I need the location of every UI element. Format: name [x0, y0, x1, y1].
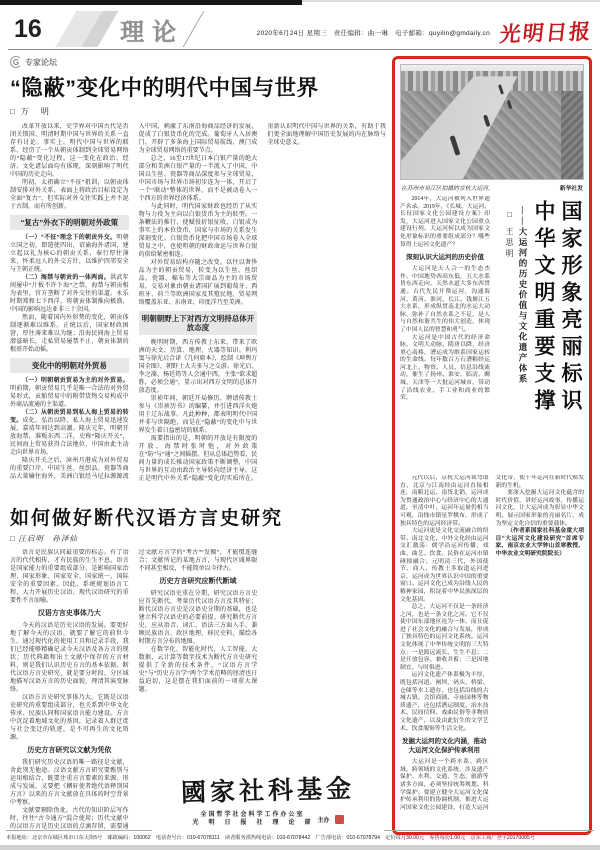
subhead: “复古”外衣下的明朝对外政策 [10, 215, 129, 230]
photo-credit: 新华社发 [559, 186, 583, 192]
fund-name-calligraphy: 國家社科基金 [180, 775, 356, 808]
canal-title-line1: 国家形象亮丽标识 [559, 200, 582, 416]
article-byline [10, 106, 386, 117]
article-ming-china-world [10, 56, 386, 500]
footer-info-line: 本报地址：北京市东城区珠市口东大街5号 邮政编码：100062 电话查号台：010-67078111 读者服务部热线电话：010-67078442 广告部电话：010-67078794 定价每月30.00元 零售每份1.00元 京东工商广登字20170085号 [6, 830, 594, 841]
body-paragraph: 改革开放以来，史学界对中国古代是否闭关锁国、明清时期中国与世界的关系一直存有讨论。事实上，明代中国与世界的联系，经历了一个从朝贡体制到全球贸易网络的“隐蔽”变化过程。这一变化在政治、经济、文化诸层面均有体现，深刻影响了明代中国的历史走向。 [10, 124, 129, 178]
subhead: 历史方言研究应断代断域 [159, 578, 237, 585]
body-paragraph: 崇祯年间，朝廷开局修历，聘请传教士参与《崇祯历书》的编纂，并引进西洋火炮用于辽东战事。凡此种种，都表明明代中国并非与世隔绝，而是在“隐蔽”的变化中与世界发生着日益密切的联系。 [138, 396, 258, 434]
fund-org-line2: 光 明 日 报 社 理 论 部 [192, 820, 313, 826]
guangming-g-icon: G [10, 56, 22, 68]
author-bullet-icon: □ [10, 107, 17, 116]
canal-body-lower [400, 475, 584, 827]
body-paragraph: 对外贸易结构亦随之改变。以往以奢侈品为主的朝贡贸易，转变为以生丝、丝织品、瓷器、棉布等大宗商品为主的市场贸易，交易对象由朝贡诸国扩展到葡萄牙、西班牙、荷兰等欧洲国家及其殖民地，贸易网络覆盖东亚、东南亚、印度洋乃至美洲。 [138, 260, 258, 306]
author-name: 万 明 [20, 107, 51, 116]
author-name: 王思明 [505, 227, 514, 260]
body-paragraph: 2014年，大运河被列入世界遗产名录。2019年，《长城、大运河、长征国家文化公园建设方案》印发，大运河进入国家文化公园重点建设行列。大运河何以成为国家文化形象标识的重要组成部分？哪些算得上运河文化遗产？ [400, 196, 490, 248]
fund-org-line1: 全国哲学社会科学工作办公室 [200, 812, 305, 818]
body-paragraph: （一）明朝朝贡贸易为主的对外贸易。明前期，朝贡贸易几乎是唯一合法的对外贸易形式，贡舶贸易中的附带货物交易构成中外商品流通的主渠道。 [10, 378, 129, 408]
subhead: 发掘大运河的文化内涵，推动大运河文化保护传承利用 [402, 738, 487, 755]
canal-photo [400, 64, 584, 180]
fund-host-label: 主办 [317, 817, 330, 824]
body-paragraph: 在数字化、智能化时代，人工智能、大数据、云计算等数字技术为断代方言史研究提供了全新的技术条件，“汉语方言学史”与“历史方言学”两个学术范畴的厘清也日益迫切，这是摆在我们面前的一项重大课题。 [138, 647, 258, 693]
page-edge-strip [302, 0, 600, 2]
forum-label [10, 56, 386, 68]
body-paragraph: 明初，太祖确立“不征”祖训，以朝贡体制安排对外关系，表面上将政治目标设定为全面“复古”，但实际对外交往实践上并不泥于古制，而有所创新。 [10, 180, 129, 210]
body-paragraph: 晚明时期，西方传教士东来，带来了欧洲的天文、历算、地理、火器等知识。利玛窦与徐光启合译《几何原本》，绘制《坤舆万国全图》，朝野士大夫多与之交游。徐光启、李之藻、杨廷筠等人会通中西，主张“欲求超胜，必须会通”，显示出对西方文明的总体开放态度。 [138, 340, 258, 394]
body-paragraph: 研究汉语史重在分期，研究汉语方言史应首先断代，考量历代汉语方言及其特征；断代汉语方言史是汉语史分期的基础，也是建立科学汉语史的必要前提。研究断代方言史，应从语音、词汇、语法三方面入手，兼顾民族语言、政区地理、移民史料，描绘各时期方言分布的地图。 [138, 591, 258, 645]
body-paragraph: （一）“不征”理念下的朝贡外交。明朝立国之初，即遣使四出，诏谕海外诸国，建立起以礼为核心的朝贡关系，奉行厚往薄来、怀柔远人的外交方针，以维护四邻安全与王朝正统。 [10, 235, 129, 273]
page-bottom-strip [0, 845, 600, 850]
body-paragraph: 我们研究历史汉语的唯一路径是文献，舍此别无他途。汉语文献方言研究要甄别与运用相结合，既要注重方言要素的来源、形成与发展，又要把《輶轩使者绝代语释别国方言》以来的方言文献放在具体的时空背景中考察。 [10, 760, 129, 806]
body-paragraph: 语言是民族认同最重要的标志。有了语言的代代相传，才有民族的生生不息。语言是国家能力的重要组成部分，是影响国家治理、国家形象、国家安全、国家统一、国际安全的重要因素。因此，系统规划语言工程，大力开展历史汉语、现代汉语研究的重要性不言而喻。 [10, 550, 129, 604]
canal-subtitle: ——大运河的历史价值与文化遗产体系 [518, 206, 528, 385]
body-paragraph: 总之，16至17世纪日本白银产量的绝大部分和美洲白银产量的一半流入了中国，中国以生丝、瓷器等商品深度参与全球贸易，中国市场与世界市场初步连为一体，开启了一个“联动”整体的世界，而不是被动卷入一个西方的世界经济体系。 [138, 156, 258, 202]
body-paragraph: （二）海禁与朝贡的一体两面。洪武年间屡申“片板不许下海”之禁，海禁与朝贡相为表里，官方垄断了对外交往的渠道。永乐时期郑和七下西洋，将朝贡体制推向极盛，中国的影响远达亚非三十余国。 [10, 275, 129, 313]
body-paragraph: 大运河更是文化交流融合的纽带。南北文化、中外文化经由运河交汇激荡：儒学沿运河传播，戏曲、曲艺、饮食、民俗在运河市镇碰撞融合；元明清三代，外国使节、商人、传教士多取道运河进京，运河成为世界认识中国的重要窗口。运河文化已成为沿线人民的精神家园，积淀着中华民族深层的文化基因。 [400, 528, 489, 603]
photo-caption: 在苏州市吴江区拍摄的京杭大运河。 [401, 186, 494, 192]
subhead: 历史方言研究以文献为凭依 [27, 747, 112, 754]
canal-title-line2: 中华文明重要支撑 [532, 200, 555, 416]
subhead: 汉语方言史事体乃大 [37, 610, 101, 617]
body-paragraph: 要深入挖掘大运河文化蕴含的时代价值，讲好运河故事，传播运河文化，让大运河成为彰显中华文明、展示国家形象的亮丽名片，成为坚定文化自信的重要载体。 [495, 490, 584, 527]
body-paragraph: 然而，随着国内外形势的变化，朝贡体制逐渐难以维系。正统以后，国家财政困窘，厚往薄来难以为继；沿海民间海上贸易潜滋暗长，走私贸易屡禁不止，朝贡体制的根基开始动摇。 [10, 315, 129, 353]
author-names: 汪启明 孙泽仙 [18, 534, 78, 543]
body-paragraph: 大运河是一个跨水系、跨区域、跨领域的文化系统，涉及遗产保护、水利、交通、生态、旅游等诸多方面，必须坚持统筹规划、科学保护。要建立健全大运河文化保护传承利用的协调机制，推进大运河国家文化公园建设，打造大运河文化带，使千年运河在新时代焕发新的生机。 [400, 475, 584, 811]
subhead: 明朝朝野上下对西方文明持总体开放态度 [139, 311, 258, 335]
body-paragraph: 需要指出的是，明朝的开放是有限度的开放，海禁时张时弛，对外政策在“防”与“通”之间摇摆。但从总体趋势看，民间力量的成长推动国家政策不断调整，中国与世界的互动由政治主导转向经济主导，这正是明代中外关系“隐蔽”变化的实质所在。重新认识明代中国与世界的关系，有助于我们更全面地理解中国历史发展的内在脉络与全球史意义。 [138, 124, 386, 482]
article-body-columns [10, 123, 386, 485]
canal-vertical-title-block [493, 196, 584, 470]
body-paragraph: 大运河是天人合一的生态杰作。中国地势西高东低，五大水系皆东西走向，天然水道大多东西贯通。古代先民开凿运河，沟通海河、黄河、淮河、长江、钱塘江五大水系，形成纵贯南北的水运大动脉，弥补了自然水系之不足，是人与自然和谐共生的伟大创造，体现了中国人民的智慧和勇气。 [400, 266, 490, 333]
page-number: 16 [14, 15, 42, 43]
subhead: 深刻认识大运河的历史价值 [406, 254, 484, 262]
page-header [8, 9, 592, 50]
canal-mid-section [400, 196, 584, 470]
article-byline [10, 533, 386, 544]
article-grand-canal-box [392, 56, 592, 835]
nssf-fund-stamp [152, 769, 384, 831]
canal-body-upper [400, 196, 490, 470]
publication-info: 2020年6月24日 星期三 责任编辑：曲一琳 电子邮箱：quyilin@gmdaily.cn [256, 29, 490, 37]
author-bullet-icon: □ [10, 534, 16, 543]
body-paragraph: （作者系国家社科基金重大项目“大运河文化建设研究”首席专家、南京农业大学钟山首席教授、中华农业文明研究院院长） [495, 528, 584, 557]
subhead: 变化中的明朝对外贸易 [10, 358, 129, 373]
page-fold-bar [0, 0, 302, 5]
article-title: 如何做好断代汉语方言史研究 [10, 508, 284, 529]
canal-author [502, 210, 516, 470]
body-paragraph: 总之，大运河不仅是一条经济之河，也是一条文化之河。它不仅使中国东部地区连为一体，而且促进了社会文化的融合与发展，形成了独具特色的运河文化系统。运河文化体现了中华传统文明的三大特点：一是源远流长、生生不息；二是开放包容、兼收并蓄；三是因地制宜、与时俱进。 [400, 604, 489, 671]
photo-right-bank [561, 91, 583, 179]
body-paragraph: （二）从朝贡贸易到私人海上贸易的转变。成化、弘治以降，私人海上贸易迅速发展，嘉靖年间达到高潮。隆庆元年，明朝开放海禁，准贩东西二洋，史称“隆庆开关”，民间海上贸易获得合法地位，中国由此主动走向世界市场。 [10, 410, 129, 456]
body-paragraph: 运河文化遗产体系极为丰厚，既包括河道、闸坝、码头、桥梁、仓储等水工遗存，也包括沿线的古城古镇、会馆商铺、寺庙园林等物质遗产，还包括漕运制度、治水技术、民间信仰、戏曲民俗等非物质文化遗产，以及由此衍生的文学艺术、饮食服饰等生活文化。 [400, 672, 489, 732]
forum-label-text: 专家论坛 [25, 57, 57, 67]
masthead-logo: 光明日报 [498, 19, 594, 47]
body-paragraph: 大运河是中国古代的经济命脉、文明大动脉。隋唐以降，经济重心南移，漕运成为维系国家运转的生命线。每年数百万石漕粮经运河北上，物资、人员、信息沿线流动，催生了扬州、淮安、临清、聊城、天津等一大批运河城市，带动了沿线农业、手工业和商业的繁荣。 [400, 334, 490, 402]
body-paragraph: 汉语方言史研究事体乃大。它既是汉语史研究的重要组成部分，也关系到中华文化传承、民族认同和国家语言能力建设。方言中沉淀着地域文化的基因，记录着人群迁徙与社会变迁的轨迹，是不可再生的文化资源。 [10, 695, 129, 741]
body-paragraph: 文献要剔除伪讹。古代的知识阶层写作时，往往“古今通方”混合使用；历代文献中的汉语方言是历史汉语的点滴存留，需要通过文献方言学的“考古”“发掘”，才能缀连缝合；文献所记的某地方言，与现代区域界限不同甚至相反，不能简单以今律古。 [10, 550, 258, 830]
body-paragraph: 隆庆开关之后，漳州月港成为对外贸易的重要口岸，中国生丝、丝织品、瓷器等商品大量输往海外，美洲白银经马尼拉源源流入中国，刺激了东南沿海商品经济的发展，促成了白银货币化的完成。葡萄牙人入居澳门，开辟了多条海上国际贸易航线，澳门成为全球贸易网络的重要节点。 [10, 124, 258, 480]
header-right [257, 17, 592, 47]
fund-organizer-lines [192, 811, 312, 827]
article-title: “隐蔽”变化中的明代中国与世界 [10, 76, 319, 100]
body-paragraph: 今天的汉语是历史汉语的发展。要更好地了解今天的汉语，就要了解它的前世今生。通过现代化的使用工具和记录手段，我们已经能够精确记录今天汉语及各方言的现状；历代典籍和出土文献中保存的方言材料，则是我们认识历史方言的基本依据。断代汉语方言史研究，就是要分时段、分区域地描写汉语方言的历史面貌，理清其演变脉络。 [10, 623, 129, 693]
red-seal-icon [335, 815, 344, 824]
body-paragraph: 元代以后，京杭大运河裁弯取直，北京与江南经由运河直接相连，南粮北运、南货北销，运河成为贯通政治中心与经济中心的大通道。至清中叶，运河年运量仍相当可观，沿线市镇星罗棋布，形成了独具特色的运河经济带。 [400, 475, 489, 527]
author-bullet-icon: □ [505, 210, 514, 222]
body-paragraph: 与此同时，明代国家财政也经历了从实物与力役为主向以白银货币为主的转型。一条鞭法的推行，使赋役折银征收，白银成为事实上的本位货币，国家与市场的关系发生深刻变化。白银货币化把中国市场卷入全球贸易之中，也使明朝的财政命运与世界白银的供给紧密相连。 [138, 204, 258, 258]
article-dialect-history [10, 503, 386, 833]
fund-organizers [152, 811, 384, 827]
section-title: 理论 [120, 20, 184, 46]
photo-caption-row [401, 183, 583, 192]
